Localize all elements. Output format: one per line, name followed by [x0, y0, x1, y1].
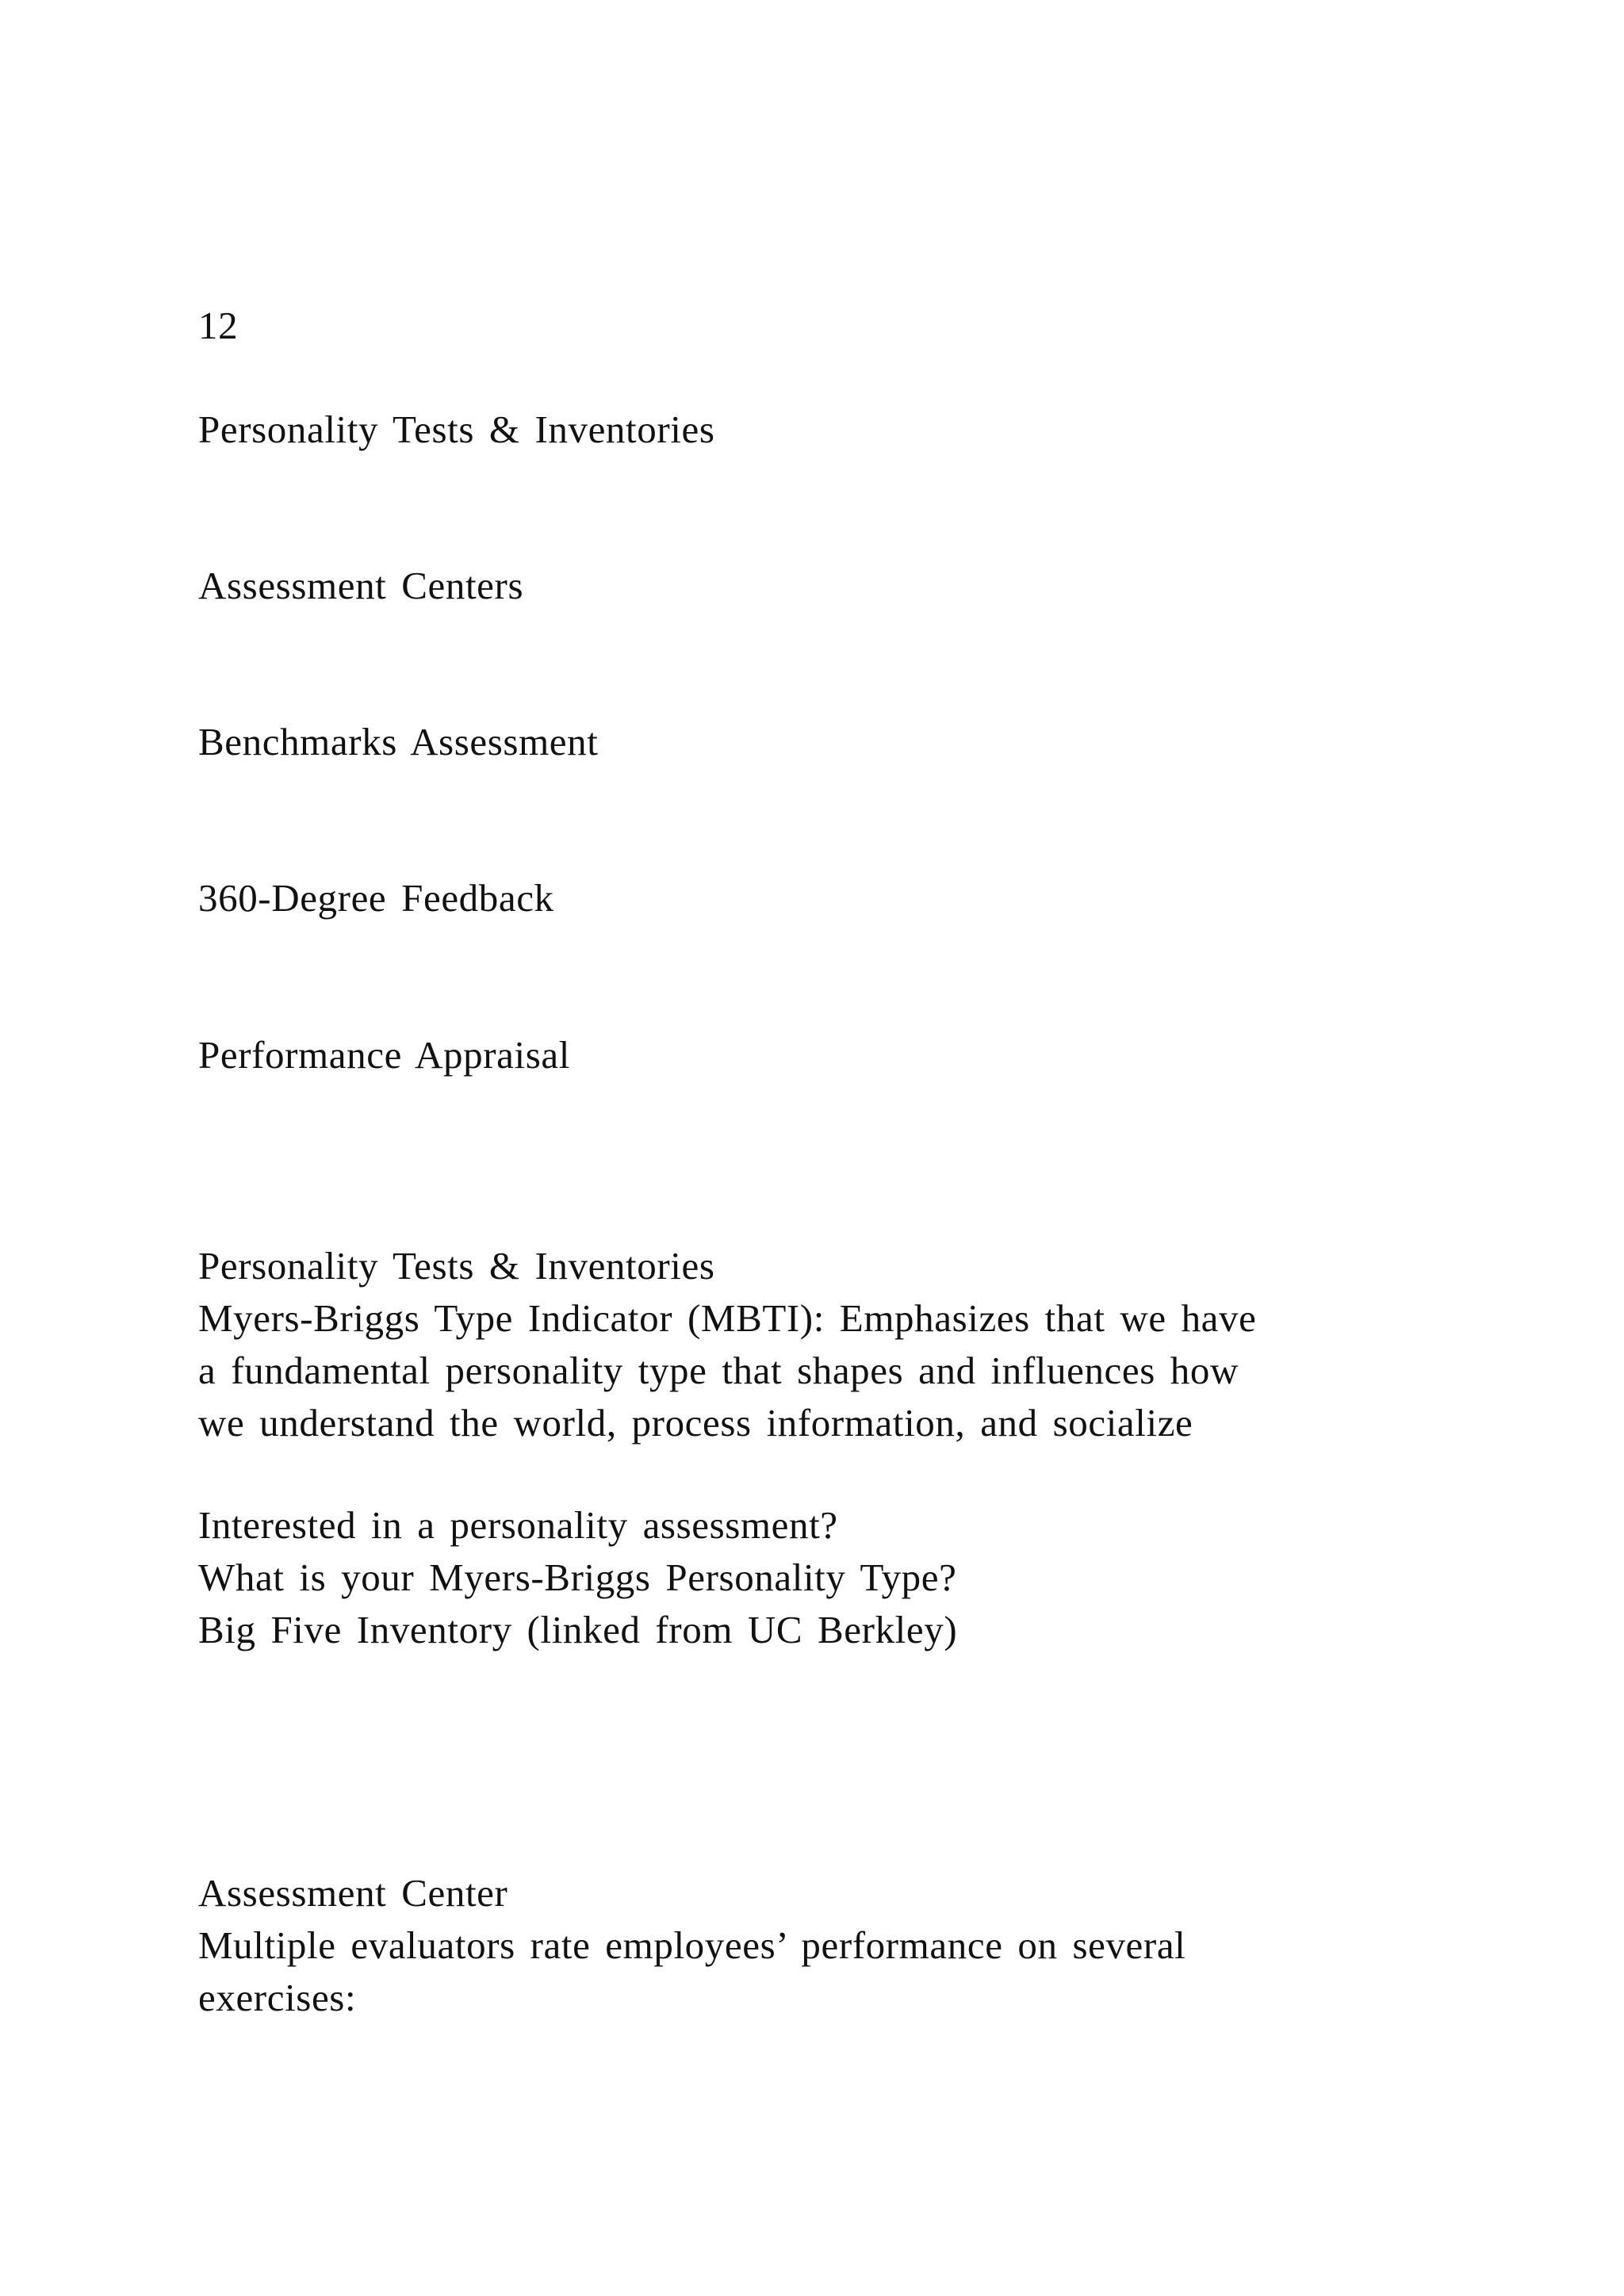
personality-section-heading: Personality Tests & Inventories	[198, 1244, 715, 1288]
assessment-center-body-line: Multiple evaluators rate employees’ performance on several	[198, 1923, 1186, 1967]
assessment-center-body-line: exercises:	[198, 1976, 357, 2019]
assessment-center-heading: Assessment Center	[198, 1871, 508, 1915]
agenda-item-performance-appraisal: Performance Appraisal	[198, 1033, 570, 1077]
assessment-links	[198, 1499, 1467, 1656]
personality-body-line: a fundamental personality type that shapes and influences how	[198, 1349, 1239, 1392]
personality-body-line: Myers-Briggs Type Indicator (MBTI): Emphasizes that we have	[198, 1296, 1257, 1340]
personality-body-line: we understand the world, process information, and socialize	[198, 1401, 1193, 1445]
personality-assessment-link[interactable]: Interested in a personality assessment?	[198, 1503, 838, 1547]
agenda-item-assessment-centers: Assessment Centers	[198, 564, 524, 607]
personality-section	[198, 1240, 1467, 1449]
page-number: 12	[198, 304, 239, 347]
big-five-inventory-link[interactable]: Big Five Inventory (linked from UC Berkley)	[198, 1608, 958, 1651]
agenda-item-benchmarks-assessment: Benchmarks Assessment	[198, 720, 599, 763]
agenda-item-360-degree-feedback: 360-Degree Feedback	[198, 876, 554, 920]
assessment-center-section	[198, 1867, 1467, 2024]
agenda-item-personality-tests: Personality Tests & Inventories	[198, 408, 715, 451]
myers-briggs-type-link[interactable]: What is your Myers-Briggs Personality Type?	[198, 1556, 957, 1599]
